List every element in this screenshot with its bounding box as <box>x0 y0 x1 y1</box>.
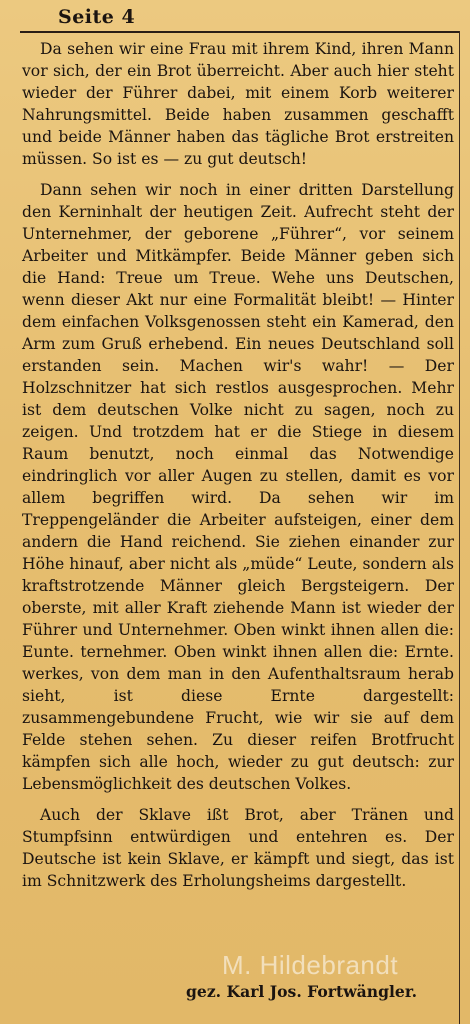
header-rule <box>20 31 460 33</box>
article-body <box>22 38 454 892</box>
watermark: M. Hildebrandt <box>222 950 399 980</box>
column-rule <box>459 31 460 1024</box>
page-label: Seite 4 <box>58 6 136 28</box>
article-paragraph-2: Dann sehen wir noch in einer dritten Darstellung den Kerninhalt der heutigen Zeit. Aufrecht steht der Unternehmer, der geborene „Führer“, vor seinem Arbeiter und Mitkämpfer. Beide Männer geben sich die Hand: Treue um Treue. Wehe uns Deutschen, wenn dieser Akt nur eine Formalität bleibt! — Hinter dem einfachen Volksgenossen steht ein Kamerad, den Arm zum Gruß erhebend. Ein neues Deutschland soll erstanden sein. Machen wir's wahr! — Der Holzschnitzer hat sich restlos ausgesprochen. Mehr ist dem deutschen Volke nicht zu sagen, noch zu zeigen. Und trotzdem hat er die Stiege in diesem Raum benutzt, noch einmal das Notwendige eindringlich vor aller Augen zu stellen, damit es vor allem begriffen wird. Da sehen wir im Treppengeländer die Arbeiter aufsteigen, einer dem andern die Hand reichend. Sie ziehen einander zur Höhe hinauf, aber nicht als „müde“ Leute, sondern als kraftstrotzende Männer gleich Bergsteigern. Der oberste, mit aller Kraft ziehende Mann ist wieder der Führer und Unternehmer. Oben winkt ihnen allen die: Eunte. ternehmer. Oben winkt ihnen allen die: Ernte. werkes, von dem man in den Aufenthaltsraum herab sieht, ist diese Ernte dargestellt: zusammengebundene Frucht, wie wir sie auf dem Felde stehen sehen. Zu dieser reifen Brotfrucht kämpfen sich alle hoch, wieder zu gut deutsch: zur Lebensmöglichkeit des deutschen Volkes. <box>22 181 454 793</box>
article-paragraph-3: Auch der Sklave ißt Brot, aber Tränen und Stumpfsinn entwürdigen und entehren es. Der Deutsche ist kein Sklave, er kämpft und siegt, das ist im Schnitzwerk des Erholungsheims dargestellt. <box>22 806 454 890</box>
article-paragraph-1: Da sehen wir eine Frau mit ihrem Kind, ihren Mann vor sich, der ein Brot überreicht. Aber auch hier steht wieder der Führer dabei, mit einem Korb weiterer Nahrungsmittel. Beide haben zusammen geschafft und beide Männer haben das tägliche Brot erstreiten müssen. So ist es — zu gut deutsch! <box>22 40 454 168</box>
author-signature: gez. Karl Jos. Fortwängler. <box>186 982 418 1001</box>
